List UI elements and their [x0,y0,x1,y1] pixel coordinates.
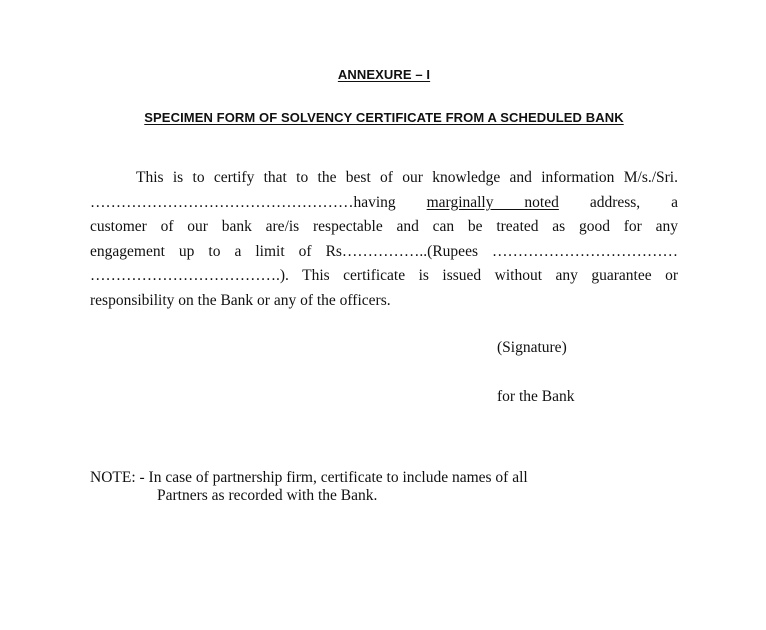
certificate-paragraph [90,166,678,314]
paragraph-line-6: responsibility on the Bank or any of the officers. [90,291,391,309]
note-line-1: NOTE: - In case of partnership firm, certificate to include names of all [90,469,528,486]
paragraph-line-3: customer of our bank are/is respectable and can be treated as good for any [90,218,678,236]
annexure-heading: ANNEXURE – I [337,67,431,82]
paragraph-line-2 [90,191,678,216]
paragraph-line-4: engagement up to a limit of Rs……………..(Rupees ……………………………… [90,242,678,260]
note-block [90,469,528,505]
paragraph-line-5: ……………………………….). This certificate is issued without any guarantee or [90,267,678,285]
note-line-2: Partners as recorded with the Bank. [157,487,378,504]
address-text: address, a [589,193,678,211]
paragraph-line-1: This is to certify that to the best of our knowledge and information M/s./Sri. [136,169,678,186]
marginally-noted-text: marginally noted [426,193,559,211]
firm-name-blank: …………………………………………… [90,193,354,211]
for-the-bank-label: for the Bank [497,388,575,405]
signature-label: (Signature) [497,339,567,356]
certificate-title: SPECIMEN FORM OF SOLVENCY CERTIFICATE FROM A SCHEDULED BANK [144,110,624,125]
having-text: having [353,193,396,211]
